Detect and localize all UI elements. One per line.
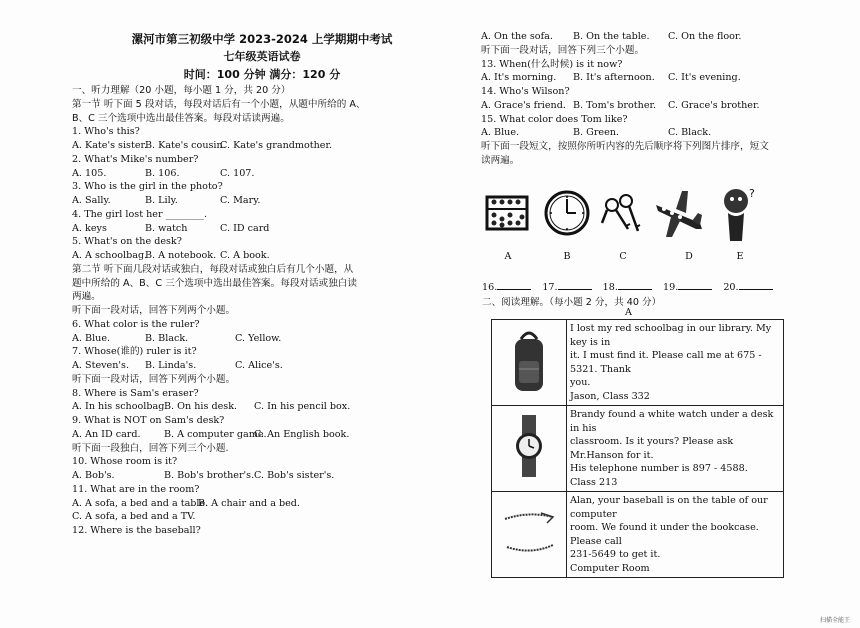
picture-label: C: [619, 251, 627, 262]
notice-line: Computer Room: [570, 562, 650, 574]
notice-line: His telephone number is 897 - 4588.: [570, 463, 748, 474]
reading-heading: 二、阅读理解。（每小题 2 分，共 40 分）: [482, 297, 662, 308]
blank-number: 18.: [602, 282, 618, 293]
option: C. Kate's grandmother.: [220, 140, 333, 151]
option: C. Alice's.: [235, 360, 283, 371]
option: C. Grace's brother.: [668, 99, 760, 111]
answer-blank[interactable]: [678, 289, 712, 290]
notice-line: you.: [570, 377, 591, 388]
option: B. Linda's.: [145, 360, 197, 371]
blank-number: 20.: [723, 282, 739, 293]
svg-text:?: ?: [749, 187, 755, 200]
option: B. 106.: [145, 167, 180, 179]
clock-icon: [542, 183, 592, 245]
question: 7. Whose(谁的) ruler is it?: [72, 346, 197, 358]
table-row: [492, 406, 784, 492]
options: [481, 71, 811, 85]
options: [72, 249, 452, 263]
picture-label: E: [736, 251, 744, 262]
picture-label: A: [504, 251, 512, 262]
question: 6. What color is the ruler?: [72, 318, 200, 330]
option: B. It's afternoon.: [573, 72, 655, 84]
options: [72, 222, 452, 236]
question: 9. What is NOT on Sam's desk?: [72, 415, 225, 426]
dialogue-instruction: 听下面一段对话，回答下列两个小题。: [72, 305, 236, 316]
notice-line: Brandy found a white watch under a desk in his: [570, 409, 774, 434]
option: A. In his schoolbag.: [72, 401, 168, 413]
option: B. On the table.: [573, 31, 650, 42]
option: C. In his pencil box.: [254, 401, 351, 413]
option: B. Tom's brother.: [573, 99, 657, 111]
options: [72, 428, 452, 442]
blank-number: 16.: [482, 282, 498, 293]
keys-icon: [598, 183, 648, 245]
notice-line: Jason, Class 332: [570, 390, 650, 402]
thinking-person-icon: [718, 183, 768, 245]
answer-blank[interactable]: [558, 289, 592, 290]
right-column: [481, 30, 811, 168]
option: C. 107.: [220, 167, 255, 179]
options: [481, 99, 811, 113]
option: A. Blue.: [72, 332, 111, 344]
answer-blanks: [482, 282, 781, 293]
notice-line: Alan, your baseball is on the table of our computer: [570, 495, 768, 520]
passage-instruction: 听下面一段短文，按照你所听内容的先后顺序将下列图片排序，短文: [481, 141, 769, 152]
notice-line: room. We found it under the bookcase. Please call: [570, 522, 759, 547]
left-column: [72, 30, 452, 538]
blank-number: 19.: [662, 282, 679, 293]
option: B. On his desk.: [164, 401, 238, 413]
options: [72, 194, 452, 208]
option: A. Blue.: [481, 127, 520, 139]
option: B. Black.: [145, 332, 189, 344]
question: 2. What's Mike's number?: [72, 153, 199, 165]
option: A. On the sofa.: [481, 31, 553, 42]
lost-and-found-table: [491, 319, 784, 578]
question: 14. Who's Wilson?: [481, 86, 570, 97]
option: C. Yellow.: [235, 332, 282, 344]
option: A. 105.: [72, 167, 107, 179]
notice-text: [567, 320, 784, 406]
option: A. keys: [72, 222, 107, 234]
passage-instruction: 读两遍。: [481, 154, 520, 166]
option: C. Bob's sister's.: [254, 470, 335, 481]
option: A. Grace's friend.: [481, 99, 566, 111]
question: 5. What's on the desk?: [72, 236, 182, 248]
options: [72, 497, 452, 511]
option: B. Lily.: [145, 195, 178, 206]
option: C. A sofa, a bed and a TV.: [72, 511, 196, 523]
options: [72, 167, 452, 181]
picture-row: [482, 183, 782, 273]
question: 12. Where is the baseball?: [72, 525, 201, 536]
options: [72, 359, 452, 373]
option: A. An ID card.: [72, 428, 141, 440]
notice-line: Class 213: [570, 476, 618, 488]
answer-blank[interactable]: [618, 289, 652, 290]
options: [72, 332, 452, 346]
abacus-icon: [484, 183, 534, 245]
dialogue-instruction: 听下面一段对话，回答下列两个小题。: [72, 373, 236, 385]
option: C. ID card: [220, 222, 270, 234]
notice-text: [567, 492, 784, 578]
option: B. Green.: [573, 127, 619, 139]
baseball-icon: [492, 492, 567, 578]
notice-line: classroom. Is it yours? Please ask Mr.Hanson for it.: [570, 436, 734, 461]
option: A. Sally.: [72, 195, 111, 206]
part1-instruction: B、C 三个选项中选出最佳答案。每段对话读两遍。: [72, 112, 290, 124]
options: [481, 30, 811, 44]
option: C. Black.: [668, 127, 712, 139]
option: A. Bob's.: [72, 470, 115, 481]
option: A. A schoolbag.: [72, 250, 148, 261]
answer-blank[interactable]: [497, 289, 531, 290]
table-row: [492, 492, 784, 578]
picture-label: D: [685, 251, 693, 262]
option: A. Kate's sister.: [72, 140, 148, 151]
notice-text: [567, 406, 784, 492]
part2-instruction: 两遍。: [72, 291, 101, 303]
schoolbag-icon: [492, 320, 567, 406]
option: A. Steven's.: [72, 360, 130, 371]
option: C. It's evening.: [668, 72, 741, 84]
option: C. An English book.: [254, 428, 350, 440]
options: [72, 469, 452, 483]
blank-number: 17.: [542, 282, 558, 293]
part2-instruction: 题中所给的 A、B、C 三个选项中选出最佳答案。每段对话或独白读: [72, 277, 357, 289]
picture-label: B: [563, 251, 571, 262]
scanner-watermark: 扫描全能王: [820, 617, 851, 624]
notice-line: it. I must find it. Please call me at 675 - 5321. Thank: [570, 350, 762, 375]
question: 10. Whose room is it?: [72, 456, 178, 468]
option: B. A chair and a bed.: [198, 497, 300, 509]
options: [72, 139, 452, 153]
exam-time-score: 时间：100 分钟 满分：120 分: [183, 68, 341, 81]
watch-icon: [492, 406, 567, 492]
option: C. Mary.: [220, 195, 261, 206]
option: B. Kate's cousin.: [145, 140, 226, 151]
table-row: [492, 320, 784, 406]
option: A. A sofa, a bed and a table.: [72, 497, 209, 509]
option: B. Bob's brother's.: [164, 470, 255, 481]
exam-subtitle: 七年级英语试卷: [223, 50, 301, 63]
question: 4. The girl lost her ________.: [72, 208, 208, 220]
options: [72, 400, 452, 414]
airplane-icon: [652, 183, 702, 245]
option: B. A computer game.: [164, 428, 267, 440]
reading-part-label: A: [625, 307, 632, 318]
option: B. watch: [145, 222, 188, 234]
listening-heading: 一、听力理解（20 小题，每小题 1 分，共 20 分）: [72, 85, 291, 96]
part2-instruction: 第二节 听下面几段对话或独白，每段对话或独白后有几个小题，从: [72, 263, 354, 275]
option: B. A notebook.: [145, 250, 217, 261]
part1-instruction: 第一节 听下面 5 段对话，每段对话后有一个小题，从题中所给的 A、: [72, 98, 366, 110]
question: 15. What color does Tom like?: [481, 113, 628, 125]
question: 1. Who's this?: [72, 126, 140, 138]
answer-blank[interactable]: [739, 289, 773, 290]
question: 13. When(什么时候) is it now?: [481, 58, 623, 70]
options: [481, 126, 811, 140]
dialogue-instruction: 听下面一段对话，回答下列三个小题。: [481, 44, 645, 56]
option: A. It's morning.: [481, 72, 557, 84]
exam-title: 漯河市第三初级中学 2023-2024 上学期期中考试: [131, 32, 393, 46]
option: C. A book.: [220, 250, 270, 261]
question: 8. Where is Sam's eraser?: [72, 387, 199, 399]
question: 3. Who is the girl in the photo?: [72, 181, 223, 193]
notice-line: I lost my red schoolbag in our library. My key is in: [570, 323, 772, 348]
question: 11. What are in the room?: [72, 483, 200, 495]
option: C. On the floor.: [668, 31, 742, 42]
notice-line: 231-5649 to get it.: [570, 549, 661, 560]
dialogue-instruction: 听下面一段独白，回答下列三个小题.: [72, 442, 229, 454]
